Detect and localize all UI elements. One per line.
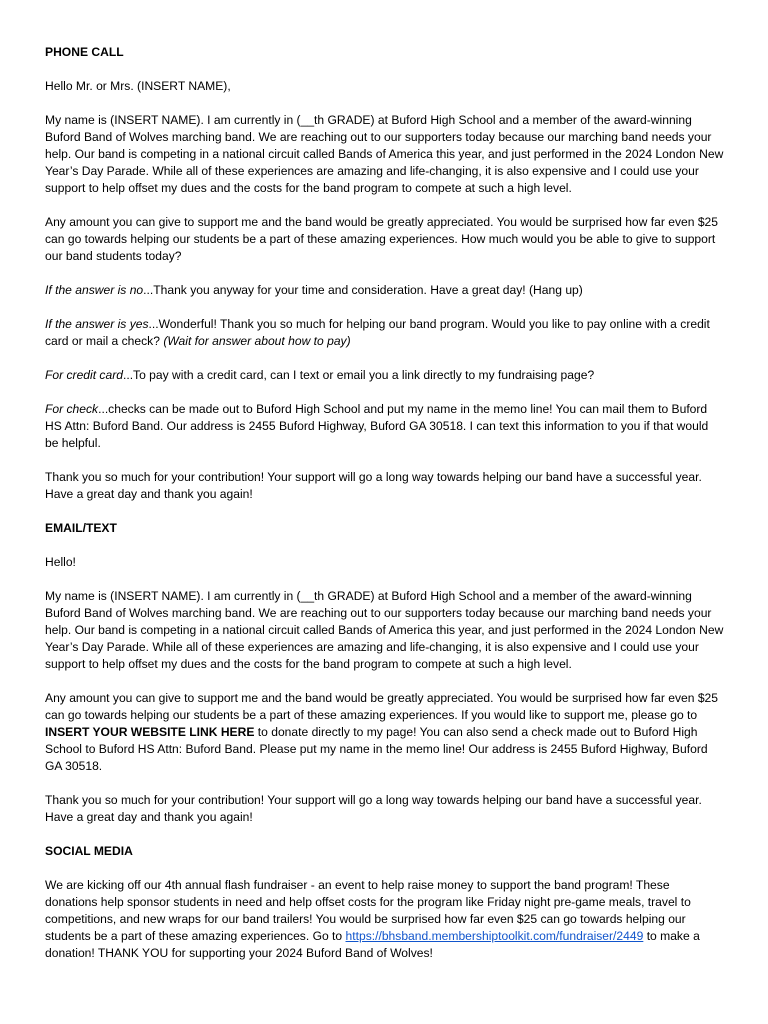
email-thanks: Thank you so much for your contribution! Your support will go a long way towards helping our band have a successful year. Have a great day and thank you again! bbox=[45, 793, 702, 824]
phone-call-ask: Any amount you can give to support me and the band would be greatly appreciated. You would be surprised how far even $25 can go towards helping our students be a part of these amazing experiences. How much would you be able to give to support our band students today? bbox=[45, 215, 718, 263]
check-label: For check bbox=[45, 402, 99, 416]
phone-call-if-no bbox=[45, 282, 725, 299]
email-ask-before: Any amount you can give to support me and the band would be greatly appreciated. You would be surprised how far even $25 can go towards helping our students be a part of these amazing experiences. If you would like to support me, please go to bbox=[45, 691, 718, 722]
email-intro: My name is (INSERT NAME). I am currently in (__th GRADE) at Buford High School and a member of the award-winning Buford Band of Wolves marching band. We are reaching out to our supporters today because our marching band needs your help. Our band is competing in a national circuit called Bands of America this year, and just performed in the 2024 London New Year’s Day Parade. While all of these experiences are amazing and life-changing, it is also expensive and I could use your support to help offset my dues and the costs for the band program to compete at such a high level. bbox=[45, 589, 724, 671]
website-link-placeholder: INSERT YOUR WEBSITE LINK HERE bbox=[45, 725, 255, 739]
phone-call-thanks: Thank you so much for your contribution! Your support will go a long way towards helping our band have a successful year. Have a great day and thank you again! bbox=[45, 470, 702, 501]
email-text-heading: EMAIL/TEXT bbox=[45, 521, 117, 535]
phone-call-credit bbox=[45, 367, 725, 384]
email-ask bbox=[45, 690, 725, 775]
credit-text: ...To pay with a credit card, can I text or email you a link directly to my fundraising page? bbox=[122, 368, 595, 382]
document-body bbox=[45, 44, 725, 979]
if-no-label: If the answer is no bbox=[45, 283, 144, 297]
email-ask-after: to donate directly to my page! You can also send a check made out to Buford High School to Buford HS Attn: Buford Band. Please put my name in the memo line! Our address is 2455 Buford Highway, Buford GA 30518. bbox=[45, 725, 708, 773]
if-yes-note: (Wait for answer about how to pay) bbox=[163, 334, 351, 348]
phone-call-intro: My name is (INSERT NAME). I am currently in (__th GRADE) at Buford High School and a member of the award-winning Buford Band of Wolves marching band. We are reaching out to our supporters today because our marching band needs your help. Our band is competing in a national circuit called Bands of America this year, and just performed in the 2024 London New Year’s Day Parade. While all of these experiences are amazing and life-changing, it is also expensive and I could use your support to help offset my dues and the costs for the band program to compete at such a high level. bbox=[45, 113, 724, 195]
if-no-text: ...Thank you anyway for your time and consideration. Have a great day! (Hang up) bbox=[143, 283, 583, 297]
phone-call-if-yes bbox=[45, 316, 725, 350]
social-media-post bbox=[45, 877, 725, 962]
social-media-heading: SOCIAL MEDIA bbox=[45, 844, 133, 858]
phone-call-heading: PHONE CALL bbox=[45, 45, 124, 59]
credit-label: For credit card bbox=[45, 368, 123, 382]
if-yes-text: ...Wonderful! Thank you so much for helping our band program. Would you like to pay online with a credit card or mail a check? bbox=[45, 317, 710, 348]
if-yes-label: If the answer is yes bbox=[45, 317, 149, 331]
email-greeting: Hello! bbox=[45, 555, 76, 569]
social-text-after: to make a donation! THANK YOU for supporting your 2024 Buford Band of Wolves! bbox=[45, 929, 700, 960]
phone-call-check bbox=[45, 401, 725, 452]
fundraiser-link[interactable]: https://bhsband.membershiptoolkit.com/fundraiser/2449 bbox=[345, 929, 644, 943]
check-text: ...checks can be made out to Buford High School and put my name in the memo line! You can mail them to Buford HS Attn: Buford Band. Our address is 2455 Buford Highway, Buford GA 30518. I can text this information to you if that would be helpful. bbox=[45, 402, 709, 450]
phone-call-greeting: Hello Mr. or Mrs. (INSERT NAME), bbox=[45, 79, 231, 93]
social-text-before: We are kicking off our 4th annual flash fundraiser - an event to help raise money to support the band program! These donations help sponsor students in need and help offset costs for the program like Friday night pre-game meals, travel to competitions, and new wraps for our band trailers! You would be surprised how far even $25 can go towards helping our students be a part of these amazing experiences. Go to bbox=[45, 878, 691, 943]
